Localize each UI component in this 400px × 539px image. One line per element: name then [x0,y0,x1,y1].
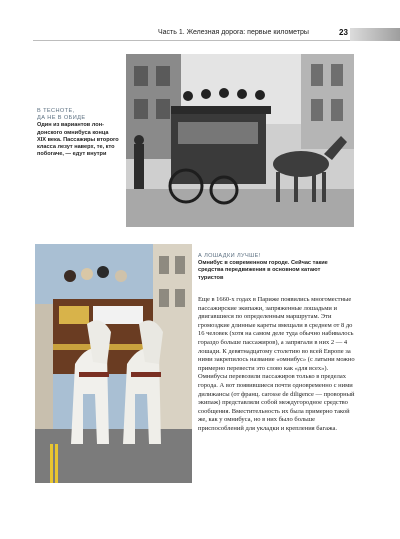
caption-modern [198,253,338,282]
running-header [0,27,400,41]
body-text: Еще в 1660-х годах в Париже появились многоместные пассажирские экипажи, запряженные лошадьми и двигавшиеся по определенным маршрутам. Эти громоздкие длинные кареты вмещали в среднем от 8 до 16 человек (хотя на самом деле туда обычно набивалось гораздо больше пассажиров), а запрягали в них 2 — 4 лошади. К девятнадцатому столетию во всей Европе за ними закрепилось название «омнибус» (с латыни можно примерно перевести это слово как «для всех»). Омнибусы перевозили пассажиров только в пределах города. А вот появившиеся почти одновременно с ними дилижансы (от франц. carosse de diligence — проворный экипаж) представляли собой междугородное средство сообщения. Вместительность их была примерно такой же, как у омнибуса, но в них было больше приспособлений для укладки и крепления багажа. [198,296,355,432]
chapter-title: Часть 1. Железная дорога: первые километры [158,29,309,36]
modern-omnibus-photo [35,244,192,483]
historic-omnibus-photo [126,54,354,227]
caption-historic-title-line2: ДА НЕ В ОБИДЕ [37,115,86,122]
caption-historic [37,108,119,158]
page-number: 23 [339,28,348,37]
header-tab [350,28,400,41]
caption-modern-title: А ЛОШАДКИ ЛУЧШЕ! [198,253,261,259]
historic-omnibus-illustration [126,54,354,227]
caption-modern-text: Омнибус в современном городе. Сейчас такие средства передвижения в основном катают туристов [198,260,328,281]
modern-omnibus-illustration [35,244,192,483]
caption-historic-title-line1: В ТЕСНОТЕ, [37,108,75,114]
caption-historic-text: Один из вариантов лондонского омнибуса конца XIX века. Пассажиры второго класса лезут наверх, те, кто побогаче, — едут внутри [37,122,119,158]
header-rule [33,40,350,41]
